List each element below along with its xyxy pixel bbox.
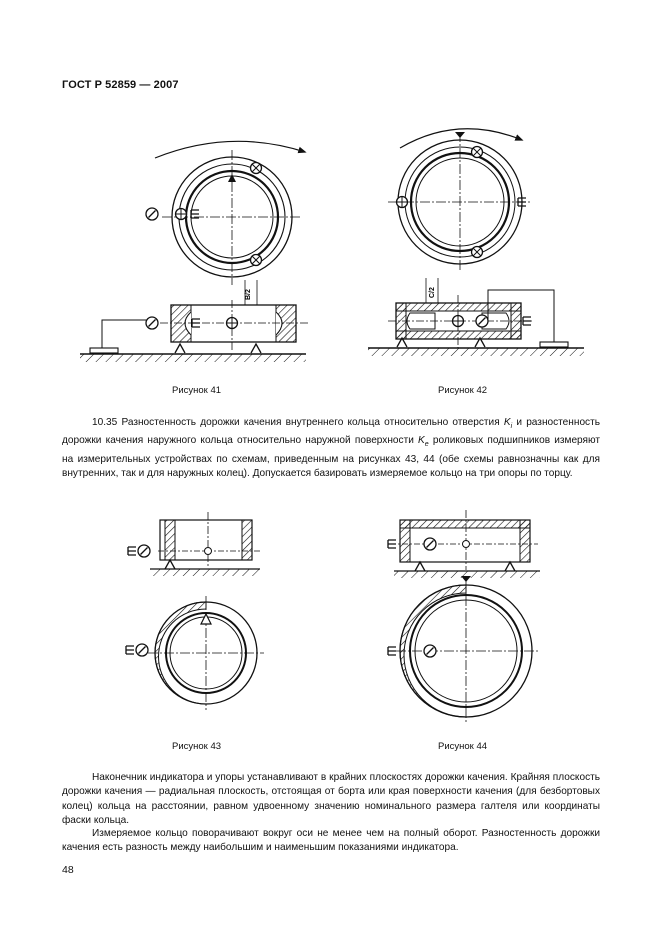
- indicator-top-view-icon: [136, 644, 148, 656]
- support-mark-icon: [228, 174, 236, 182]
- figure-41-drawing: [80, 130, 320, 375]
- ball-left-icon: [176, 209, 187, 220]
- ring-top-view: [388, 132, 532, 272]
- figure-44-drawing: [380, 510, 550, 735]
- stop-icon: [128, 547, 136, 555]
- indicator-icon: [424, 538, 436, 550]
- paragraph-10-35: [62, 416, 600, 482]
- indicator-stand: [90, 348, 118, 353]
- section-indicator-icon: [476, 315, 488, 327]
- caption-figure-44: Рисунок 44: [438, 741, 488, 752]
- rotation-arrow: [400, 129, 522, 148]
- indicator-icon: [138, 545, 150, 557]
- section-stop-icon: [523, 317, 531, 325]
- stop-top-view-icon: [126, 646, 134, 654]
- figure-42-drawing: [360, 120, 605, 375]
- caption-figure-42: Рисунок 42: [438, 385, 488, 396]
- indicator-top-view-icon: [424, 645, 436, 657]
- section-indicator-icon: [146, 317, 158, 329]
- paragraph-indicator-placement: Наконечник индикатора и упоры устанавливают в крайних плоскостях дорожки качения. Крайняя плоскость дорожки качения — радиальная плоскость, отстоящая от борта или края поверхности качения (для безбортовых колец) кольца на расстоянии, равном удвоенному значению номинального размера галтеля или координаты фаски кольца.: [62, 772, 600, 827]
- p1-text-c: роликовых подшипников измеряют на измерительных устройствах по схемам, приведенным на рисунках 43, 44 (обе схемы равнозначны как для внутренних, так и для наружных колец). Допускается базировать измеряемое кольцо на три опоры по торцу.: [62, 435, 600, 480]
- support-left-icon: [175, 344, 185, 353]
- ball-section-icon: [453, 316, 464, 327]
- document-header: ГОСТ Р 52859 — 2007: [62, 79, 179, 91]
- stop-icon: [388, 540, 396, 548]
- p1-text-a: 10.35 Разностенность дорожки качения внутреннего кольца относительно отверстия: [92, 417, 504, 428]
- symbol-ki: $K_i$: [503, 417, 513, 431]
- base-hatch: [150, 569, 260, 576]
- ball-left-icon: [397, 197, 408, 208]
- ball-top-icon: [472, 147, 483, 158]
- rotation-arrow: [155, 141, 305, 158]
- p1-text-b: и разностенность дорожки качения наружного кольца относительно наружной поверхности: [62, 417, 600, 447]
- support-right-icon: [251, 344, 261, 353]
- caption-figure-43: Рисунок 43: [172, 741, 222, 752]
- support-mark-icon: [461, 576, 471, 582]
- caption-figure-41: Рисунок 41: [172, 385, 222, 396]
- section-stop-icon: [192, 319, 200, 327]
- support-left-icon: [415, 562, 425, 571]
- center-mark: [463, 541, 470, 548]
- ball-bottom-icon: [472, 247, 483, 258]
- support-mark-icon: [455, 132, 465, 138]
- ball-bottom-icon: [251, 255, 262, 266]
- paragraph-rotation: Измеряемое кольцо поворачивают вокруг оси не менее чем на полный оборот. Разностенность дорожки качения есть разность между наибольшим и наименьшим показаниями индикатора.: [62, 828, 600, 854]
- dim-label-41: В/2: [245, 289, 252, 300]
- ring-top-view: [396, 580, 538, 724]
- page-number: 48: [62, 864, 74, 876]
- indicator-icon: [146, 208, 158, 220]
- figure-43-drawing: [120, 510, 270, 735]
- symbol-ke: $K_e$: [418, 435, 429, 449]
- ball-section-icon: [227, 318, 238, 329]
- support-right-icon: [505, 562, 515, 571]
- dim-label-42: С/2: [429, 287, 436, 298]
- indicator-stand: [540, 342, 568, 347]
- ball-top-icon: [251, 163, 262, 174]
- support-icon: [165, 560, 175, 569]
- base-hatch: [368, 348, 584, 356]
- center-mark: [205, 548, 212, 555]
- ring-section: [390, 510, 538, 570]
- base-hatch: [80, 354, 306, 362]
- stop-top-view-icon: [388, 647, 396, 655]
- ring-section: [158, 512, 260, 568]
